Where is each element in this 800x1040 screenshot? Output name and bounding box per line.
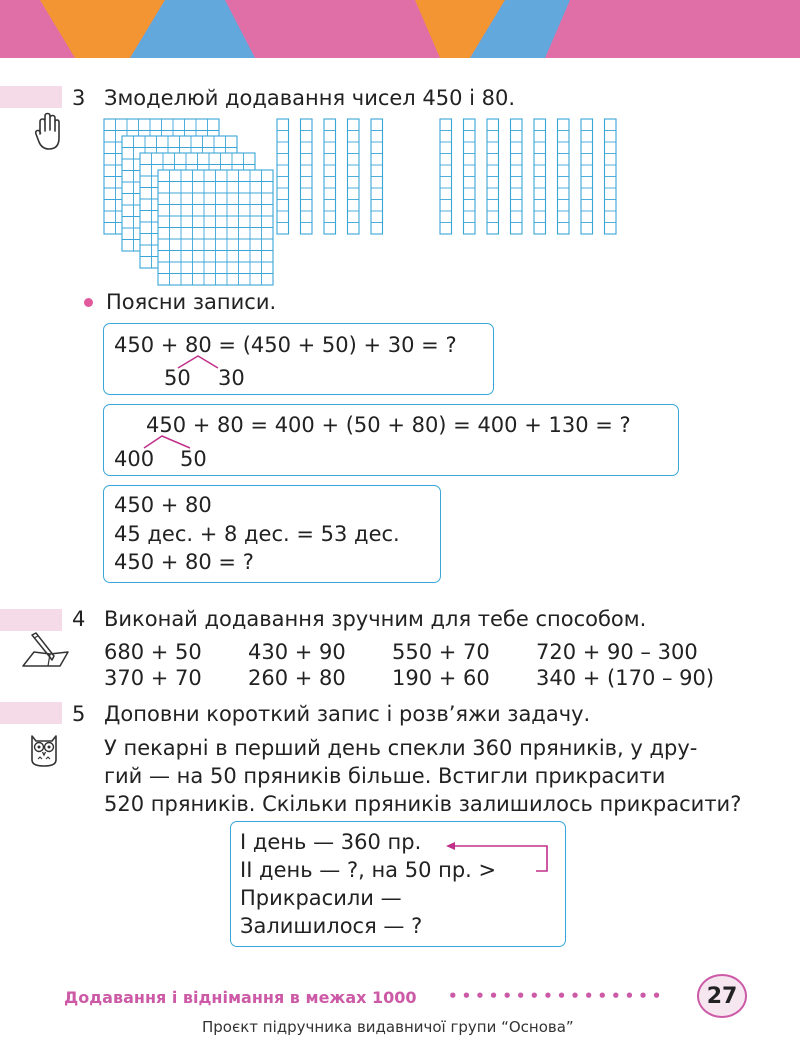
exercise-tab bbox=[0, 702, 62, 724]
footer-title: Додавання і віднімання в межах 1000 bbox=[64, 988, 417, 1007]
footer-dots: •••••••••••••••• bbox=[448, 987, 666, 1005]
arrow-line bbox=[454, 846, 547, 871]
ten-rod bbox=[605, 119, 617, 234]
exercise-heading: Виконай додавання зручним для тебе способом. bbox=[104, 607, 647, 631]
ten-rod bbox=[277, 119, 289, 234]
exercise-expression: 190 + 60 bbox=[392, 666, 490, 690]
footer-credit: Проєкт підручника видавничої групи “Основа” bbox=[202, 1018, 574, 1036]
hundred-square bbox=[158, 170, 273, 285]
exercise-expression: 680 + 50 bbox=[104, 640, 202, 664]
short-record-line: Прикрасили — bbox=[240, 886, 402, 910]
split-part: 50 bbox=[180, 447, 207, 471]
problem-line: 520 пряників. Скільки пряників залишилось прикрасити? bbox=[104, 792, 742, 816]
exercise-heading: Змоделюй додавання чисел 450 і 80. bbox=[104, 86, 516, 110]
short-record-line: ІІ день — ?, на 50 пр. > bbox=[240, 858, 497, 882]
exercise-expression: 430 + 90 bbox=[248, 640, 346, 664]
ten-rod bbox=[371, 119, 383, 234]
bullet bbox=[84, 298, 93, 307]
ten-rod bbox=[301, 119, 313, 234]
exercise-number: 5 bbox=[72, 702, 86, 726]
ten-rod bbox=[324, 119, 336, 234]
box2-expression: 450 + 80 = 400 + (50 + 80) = 400 + 130 = ? bbox=[146, 413, 631, 437]
box1-expression: 450 + 80 = (450 + 50) + 30 = ? bbox=[114, 333, 457, 357]
box3-line: 45 дес. + 8 дес. = 53 дес. bbox=[114, 522, 400, 546]
box3-line: 450 + 80 bbox=[114, 493, 212, 517]
box3-line: 450 + 80 = ? bbox=[114, 550, 254, 574]
exercise-expression: 260 + 80 bbox=[248, 666, 346, 690]
pencil-notebook-icon bbox=[20, 632, 72, 668]
ten-rod bbox=[440, 119, 452, 234]
short-record-line: Залишилося — ? bbox=[240, 914, 423, 938]
base-ten-blocks bbox=[100, 115, 620, 285]
ten-rod bbox=[511, 119, 523, 234]
exercise-expression: 720 + 90 – 300 bbox=[536, 640, 698, 664]
exercise-expression: 340 + (170 – 90) bbox=[536, 666, 715, 690]
short-record-line: І день — 360 пр. bbox=[240, 830, 422, 854]
ten-rod bbox=[348, 119, 360, 234]
exercise-number: 4 bbox=[72, 607, 86, 631]
top-banner bbox=[0, 0, 800, 58]
ten-rod bbox=[558, 119, 570, 234]
problem-line: гий — на 50 пряників більше. Встигли прикрасити bbox=[104, 764, 666, 788]
split-part: 50 bbox=[164, 366, 191, 390]
problem-line: У пекарні в перший день спекли 360 пряників, у дру- bbox=[104, 736, 698, 760]
explain-heading: Поясни записи. bbox=[106, 290, 277, 314]
exercise-tab bbox=[0, 609, 62, 631]
ten-rod bbox=[581, 119, 593, 234]
exercise-number: 3 bbox=[72, 86, 86, 110]
page-number: 27 bbox=[697, 974, 747, 1018]
hand-icon bbox=[34, 112, 62, 152]
split-part: 400 bbox=[114, 447, 155, 471]
ten-rod bbox=[534, 119, 546, 234]
exercise-tab bbox=[0, 86, 62, 108]
exercise-expression: 550 + 70 bbox=[392, 640, 490, 664]
exercise-heading: Доповни короткий запис і розв’яжи задачу. bbox=[104, 702, 591, 726]
arrow-head bbox=[446, 842, 455, 850]
ten-rod bbox=[464, 119, 476, 234]
split-part: 30 bbox=[218, 366, 245, 390]
ten-rod bbox=[487, 119, 499, 234]
owl-icon bbox=[27, 730, 61, 768]
exercise-expression: 370 + 70 bbox=[104, 666, 202, 690]
comparison-arrow bbox=[440, 838, 560, 878]
